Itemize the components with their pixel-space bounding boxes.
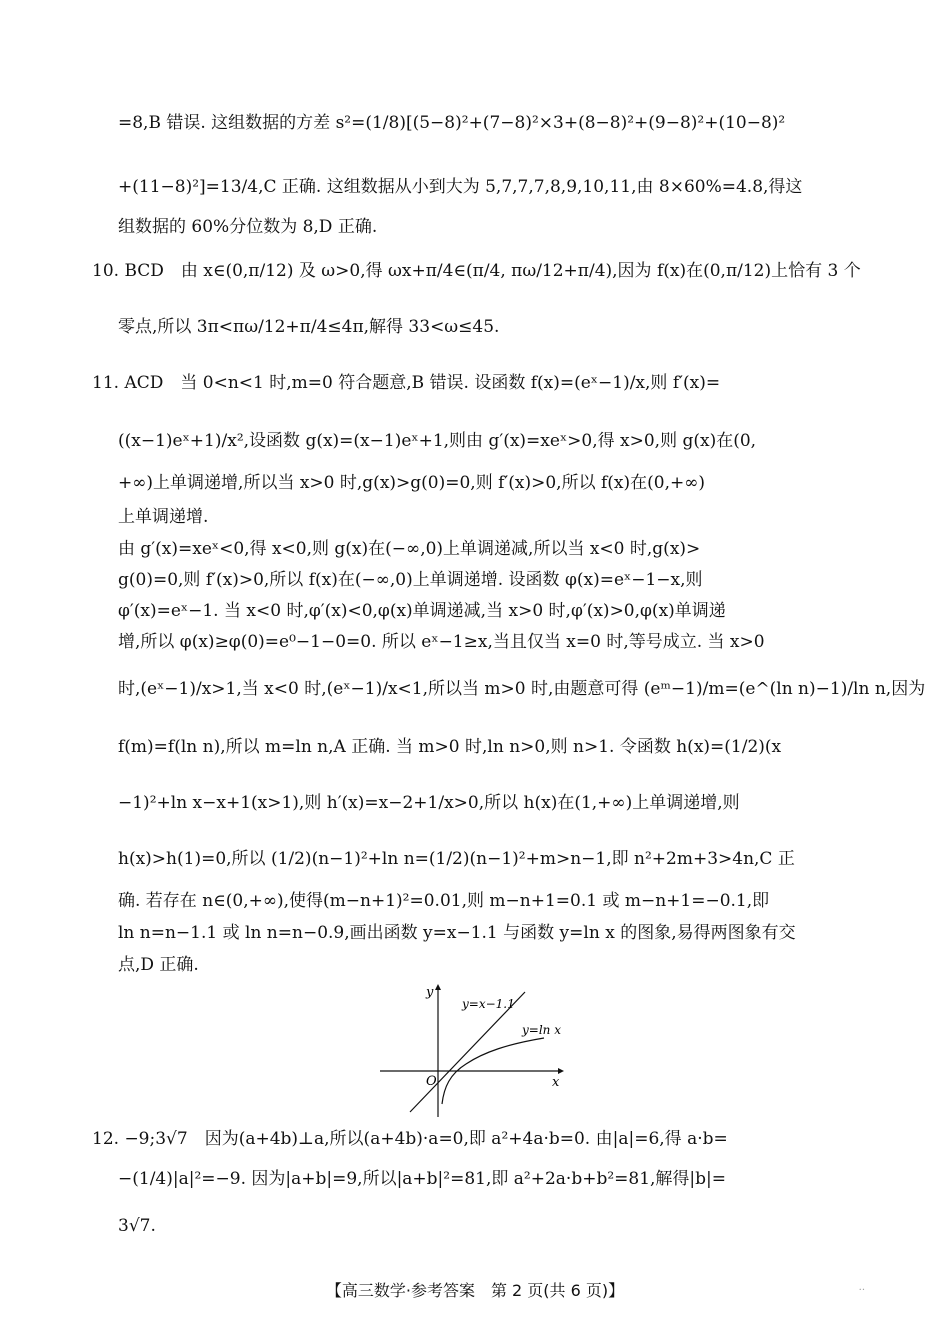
q11-line-10: f(m)=f(ln n),所以 m=ln n,A 正确. 当 m>0 时,ln n>0,则 n>1. 令函数 h(x)=(1/2)(x (118, 737, 782, 757)
line-3: 组数据的 60%分位数为 8,D 正确. (118, 217, 378, 237)
x-axis-arrow (558, 1068, 564, 1074)
q11-line-4: 上单调递增. (118, 507, 209, 527)
q11-line-1: 11. ACD 当 0<n<1 时,m=0 符合题意,B 错误. 设函数 f(x)=(eˣ−1)/x,则 f′(x)= (92, 373, 721, 393)
q11-line-13: 确. 若存在 n∈(0,+∞),使得(m−n+1)²=0.01,则 m−n+1=0.1 或 m−n+1=−0.1,即 (118, 891, 770, 911)
q10-line-1: 10. BCD 由 x∈(0,π/12) 及 ω>0,得 ωx+π/4∈(π/4, πω/12+π/4),因为 f(x)在(0,π/12)上恰有 3 个 (92, 261, 861, 281)
q12-line-1: 12. −9;3√7 因为(a+4b)⊥a,所以(a+4b)·a=0,即 a²+4a·b=0. 由|a|=6,得 a·b= (92, 1129, 728, 1149)
function-graph (380, 982, 580, 1117)
line-1: =8,B 错误. 这组数据的方差 s²=(1/8)[(5−8)²+(7−8)²×3+(8−8)²+(9−8)²+(10−8)² (118, 113, 786, 133)
line-2: +(11−8)²]=13/4,C 正确. 这组数据从小到大为 5,7,7,7,8,9,10,11,由 8×60%=4.8,得这 (118, 177, 803, 197)
q11-line-15: 点,D 正确. (118, 955, 199, 975)
page-footer: 【高三数学·参考答案 第 2 页(共 6 页)】 (325, 1281, 625, 1300)
q11-line-9: 时,(eˣ−1)/x>1,当 x<0 时,(eˣ−1)/x<1,所以当 m>0 时,由题意可得 (eᵐ−1)/m=(e^(ln n)−1)/ln n,因为 (118, 679, 926, 699)
q11-line-11: −1)²+ln x−x+1(x>1),则 h′(x)=x−2+1/x>0,所以 h(x)在(1,+∞)上单调递增,则 (118, 793, 740, 813)
line-label: y=x−1.1 (462, 997, 515, 1011)
q11-line-14: ln n=n−1.1 或 ln n=n−0.9,画出函数 y=x−1.1 与函数 y=ln x 的图象,易得两图象有交 (118, 923, 796, 943)
page-mark: .. (858, 1282, 865, 1293)
q11-line-12: h(x)>h(1)=0,所以 (1/2)(n−1)²+ln n=(1/2)(n−1)²+m>n−1,即 n²+2m+3>4n,C 正 (118, 849, 795, 869)
curve-label: y=ln x (522, 1023, 561, 1037)
y-axis-label: y (426, 985, 434, 1000)
q11-line-7: φ′(x)=eˣ−1. 当 x<0 时,φ′(x)<0,φ(x)单调递减,当 x>0 时,φ′(x)>0,φ(x)单调递 (118, 601, 726, 621)
q10-line-2: 零点,所以 3π<πω/12+π/4≤4π,解得 33<ω≤45. (118, 317, 500, 337)
q12-line-2: −(1/4)|a|²=−9. 因为|a+b|=9,所以|a+b|²=81,即 a²+2a·b+b²=81,解得|b|= (118, 1169, 727, 1189)
q12-line-3: 3√7. (118, 1216, 156, 1236)
q11-line-3: +∞)上单调递增,所以当 x>0 时,g(x)>g(0)=0,则 f′(x)>0,所以 f(x)在(0,+∞) (118, 473, 706, 493)
graph-svg (380, 982, 580, 1117)
x-axis-label: x (552, 1075, 560, 1090)
origin-label: O (426, 1074, 437, 1089)
q11-line-5: 由 g′(x)=xeˣ<0,得 x<0,则 g(x)在(−∞,0)上单调递减,所以当 x<0 时,g(x)> (118, 539, 701, 559)
q11-line-2: ((x−1)eˣ+1)/x²,设函数 g(x)=(x−1)eˣ+1,则由 g′(x)=xeˣ>0,得 x>0,则 g(x)在(0, (118, 431, 757, 451)
q11-line-6: g(0)=0,则 f′(x)>0,所以 f(x)在(−∞,0)上单调递增. 设函数 φ(x)=eˣ−1−x,则 (118, 570, 703, 590)
q11-line-8: 增,所以 φ(x)≥φ(0)=e⁰−1−0=0. 所以 eˣ−1≥x,当且仅当 x=0 时,等号成立. 当 x>0 (118, 632, 765, 652)
y-axis-arrow (435, 984, 441, 990)
